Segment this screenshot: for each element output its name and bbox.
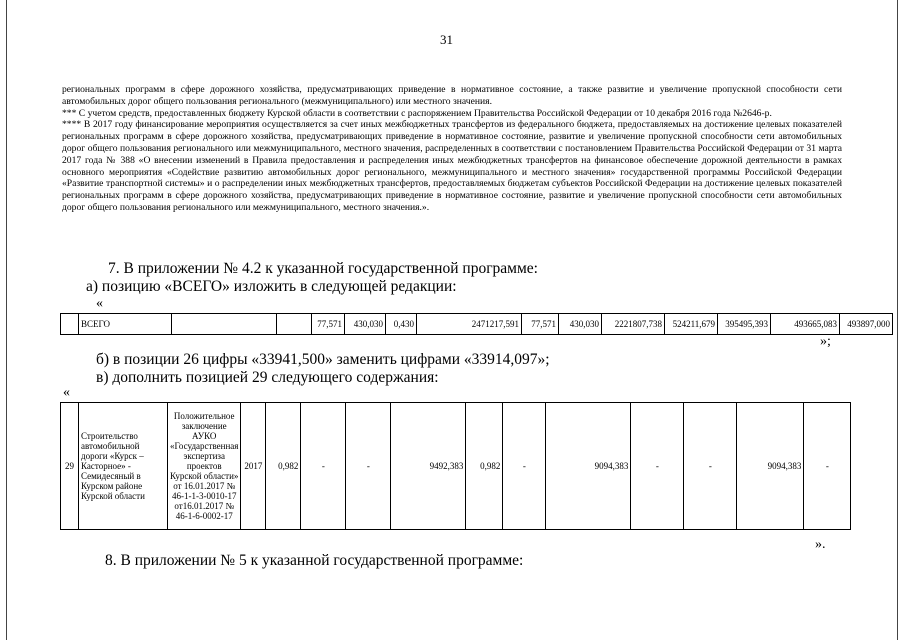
table-cell: 77,571 (312, 314, 345, 335)
table-cell: 2471217,591 (417, 314, 522, 335)
table-cell: - (346, 403, 391, 530)
table-cell (277, 314, 312, 335)
item-8-heading: 8. В приложении № 5 к указанной государственной программе: (105, 552, 524, 569)
table-cell: 9094,383 (737, 403, 804, 530)
item-7b-text: б) в позиции 26 цифры «33941,500» заменить цифрами «33914,097»; (96, 351, 550, 368)
footnote-triple-star: *** С учетом средств, предоставленных бюджету Курской области в соответствии с распоряжением Правительства Российской Федерации от 10 декабря 2016 года №2646-р. (62, 107, 772, 119)
table-cell: 0,430 (386, 314, 417, 335)
table-cell (172, 314, 277, 335)
item-7a-text: а) позицию «ВСЕГО» изложить в следующей редакции: (86, 278, 457, 295)
footnotes (62, 84, 842, 214)
close-quote-1: »; (820, 334, 831, 349)
table-cell: 9492,383 (391, 403, 466, 530)
open-quote-2: « (63, 385, 70, 400)
table-cell: - (503, 403, 546, 530)
page-right-border (897, 0, 898, 640)
item-7-heading: 7. В приложении № 4.2 к указанной государственной программе: (108, 260, 538, 277)
table-cell: 2221807,738 (602, 314, 665, 335)
table-cell: - (631, 403, 684, 530)
item-7c-text: в) дополнить позицией 29 следующего содержания: (96, 369, 439, 386)
table-cell: - (684, 403, 737, 530)
page-number: 31 (440, 32, 453, 47)
table-cell: 77,571 (522, 314, 559, 335)
table-cell: 430,030 (559, 314, 602, 335)
footnote-quad-star: **** В 2017 году финансирование мероприятия осуществляется за счет иных межбюджетных трансфертов из федерального бюджета, предоставляемых на достижение целевых показателей региональных программ в сфере дорожного хозяйства, предусматривающих приведение в нормативное состояние, развитие и увеличение пропускной способности сети автомобильных дорог общего пользования регионального или межмуниципального, местного значения, распределенных в соответствии с постановлением Правительства Российской Федерации от 31 марта 2017 года № 388 «О внесении изменений в Правила предоставления и распределения иных межбюджетных трансфертов на финансовое обеспечение дорожной деятельности в рамках основного мероприятия «Содействие развитию автомобильных дорог регионального, межмуниципального и местного значения» государственной программы Российской Федерации «Развитие транспортной системы» и о распределении иных межбюджетных трансфертов, предоставляемых бюджетам субъектов Российской Федерации на достижение целевых показателей региональных программ в сфере дорожного хозяйства, предусматривающих приведение в нормативное состояние, развитие и увеличение пропускной способности сети автомобильных дорог общего пользования регионального или межмуниципального, местного значения.». (62, 119, 842, 213)
table-cell: 493897,000 (840, 314, 893, 335)
table-cell: 493665,083 (771, 314, 840, 335)
row-num-cell: 29 (61, 403, 79, 530)
open-quote-1: « (96, 296, 103, 311)
close-quote-2: ». (815, 537, 826, 552)
row-year-cell: 2017 (241, 403, 266, 530)
table-cell: - (804, 403, 851, 530)
table-cell: - (301, 403, 346, 530)
row-name-cell: Строительство автомобильной дороги «Курск – Касторное» - Семидесяный в Курском районе Курской области (79, 403, 168, 530)
table-cell: 430,030 (345, 314, 386, 335)
table-cell: 0,982 (466, 403, 503, 530)
table-cell: 524211,679 (665, 314, 718, 335)
table-row (61, 403, 851, 530)
table-cell (61, 314, 79, 335)
table-cell: 395495,393 (718, 314, 771, 335)
table-cell: 9094,383 (546, 403, 631, 530)
total-label-cell: ВСЕГО (79, 314, 172, 335)
table-row (61, 314, 893, 335)
table-cell: 0,982 (266, 403, 301, 530)
row-29-table (60, 402, 851, 530)
page-left-border (6, 0, 7, 640)
total-row-table (60, 313, 893, 335)
row-conclusion-cell: Положительное заключение АУКО «Государственная экспертиза проектов Курской области» от 16.01.2017 № 46-1-1-3-0010-17 от16.01.2017 № 46-1-6-0002-17 (168, 403, 241, 530)
footnote-continuation: региональных программ в сфере дорожного хозяйства, предусматривающих приведение в нормативное состояние, а также развитие и увеличение пропускной способности сети автомобильных дорог общего пользования регионального (межмуниципального) или местного значения. (62, 84, 842, 107)
